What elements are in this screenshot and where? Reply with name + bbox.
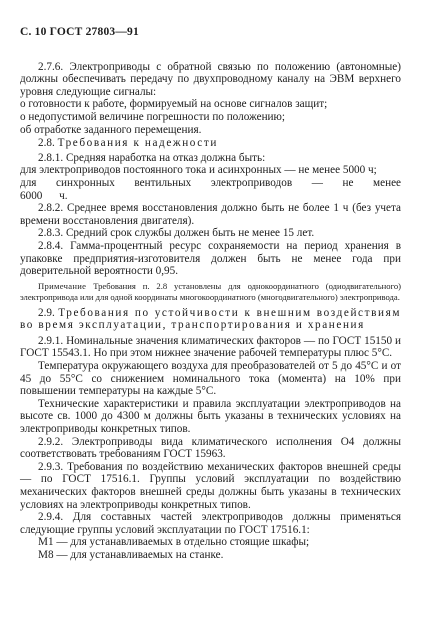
clause-2-8-3: 2.8.3. Средний срок службы должен быть не менее 15 лет. xyxy=(38,227,315,240)
signal-item-3: об отработке заданного перемещения. xyxy=(20,123,202,136)
clause-2-9-1-altitude: Технические характеристики и правила эксплуатации электроприводов на высоте св. 1000 до 4300 м должны быть указаны в технических условиях на электроприводы конкретных типов. xyxy=(20,397,401,436)
note-text: Требования п. 2.8 установлены для однокоординатного (одиодвигательного) электропривода или для одной координаты многокоординатного (многодвигательного) электропривода. xyxy=(20,280,401,302)
section-2-8-heading xyxy=(20,137,401,150)
group-m8: М8 — для устанавливаемых на станке. xyxy=(38,548,224,561)
clause-2-9-1: 2.9.1. Номинальные значения климатических факторов — по ГОСТ 15150 и ГОСТ 15543.1. Но при этом нижнее значение рабочей температуры плюс 5°С. xyxy=(20,334,401,360)
note-label: Примечание xyxy=(38,280,87,291)
page-header: С. 10 ГОСТ 27803—91 xyxy=(20,26,139,38)
clause-2-9-4: 2.9.4. Для составных частей электроприводов должны применяться следующие группы условий эксплуатации по ГОСТ 17516.1: xyxy=(20,511,401,536)
signal-item-2: о недопустимой величине погрешности по положению; xyxy=(20,110,286,123)
section-2-8-title: Требования к надежности xyxy=(57,137,218,150)
clause-2-8-1-a: для электроприводов постоянного тока и асинхронных — не менее 5000 ч; xyxy=(20,164,377,177)
clause-2-8-4: 2.8.4. Гамма-процентный ресурс сохраняемости на период хранения в упаковке предприятия-изготовителя должен быть не менее года при доверительной вероятности 0,95. xyxy=(20,239,401,278)
note xyxy=(20,281,401,303)
clause-2-9-2: 2.9.2. Электроприводы вида климатического исполнения О4 должны соответствовать требованиям ГОСТ 15963. xyxy=(20,435,401,461)
clause-2-8-1: 2.8.1. Средняя наработка на отказ должна быть: xyxy=(38,151,266,164)
section-2-9-title: Требования по устойчивости к внешним воздействиям во время эксплуатации, транспортирования и хранения xyxy=(20,306,401,332)
group-m1: М1 — для устанавливаемых в отдельно стоящие шкафы; xyxy=(38,536,310,549)
clause-2-9-1-temperature: Температура окружающего воздуха для преобразователей от 5 до 45°С и от 45 до 55°С со снижением номинального тока (момента) на 10% при повышении температуры на каждые 5°С. xyxy=(20,360,401,398)
clause-2-8-2: 2.8.2. Среднее время восстановления должно быть не более 1 ч (без учета времени восстановления двигателя). xyxy=(20,202,401,227)
section-2-9-number: 2.9. xyxy=(38,306,55,319)
clause-2-8-1-b: для синхронных вентильных электроприводов — не менее 6000 ч. xyxy=(20,176,401,202)
section-2-9-heading xyxy=(20,307,401,332)
signal-item-1: о готовности к работе, формируемый на основе сигналов защит; xyxy=(20,98,328,111)
section-2-8-number: 2.8. xyxy=(38,137,55,150)
clause-2-7-6: 2.7.6. Электроприводы с обратной связью по положению (автономные) должны обеспечивать передачу по двухпроводному каналу на ЭВМ верхнего уровня следующие сигналы: xyxy=(20,60,401,98)
clause-2-9-3: 2.9.3. Требования по воздействию механических факторов внешней среды — по ГОСТ 17516.1. Группы условий эксплуатации по воздействию механических факторов внешней среды должны быть указаны в технических условиях на электроприводы конкретных типов. xyxy=(20,460,401,511)
